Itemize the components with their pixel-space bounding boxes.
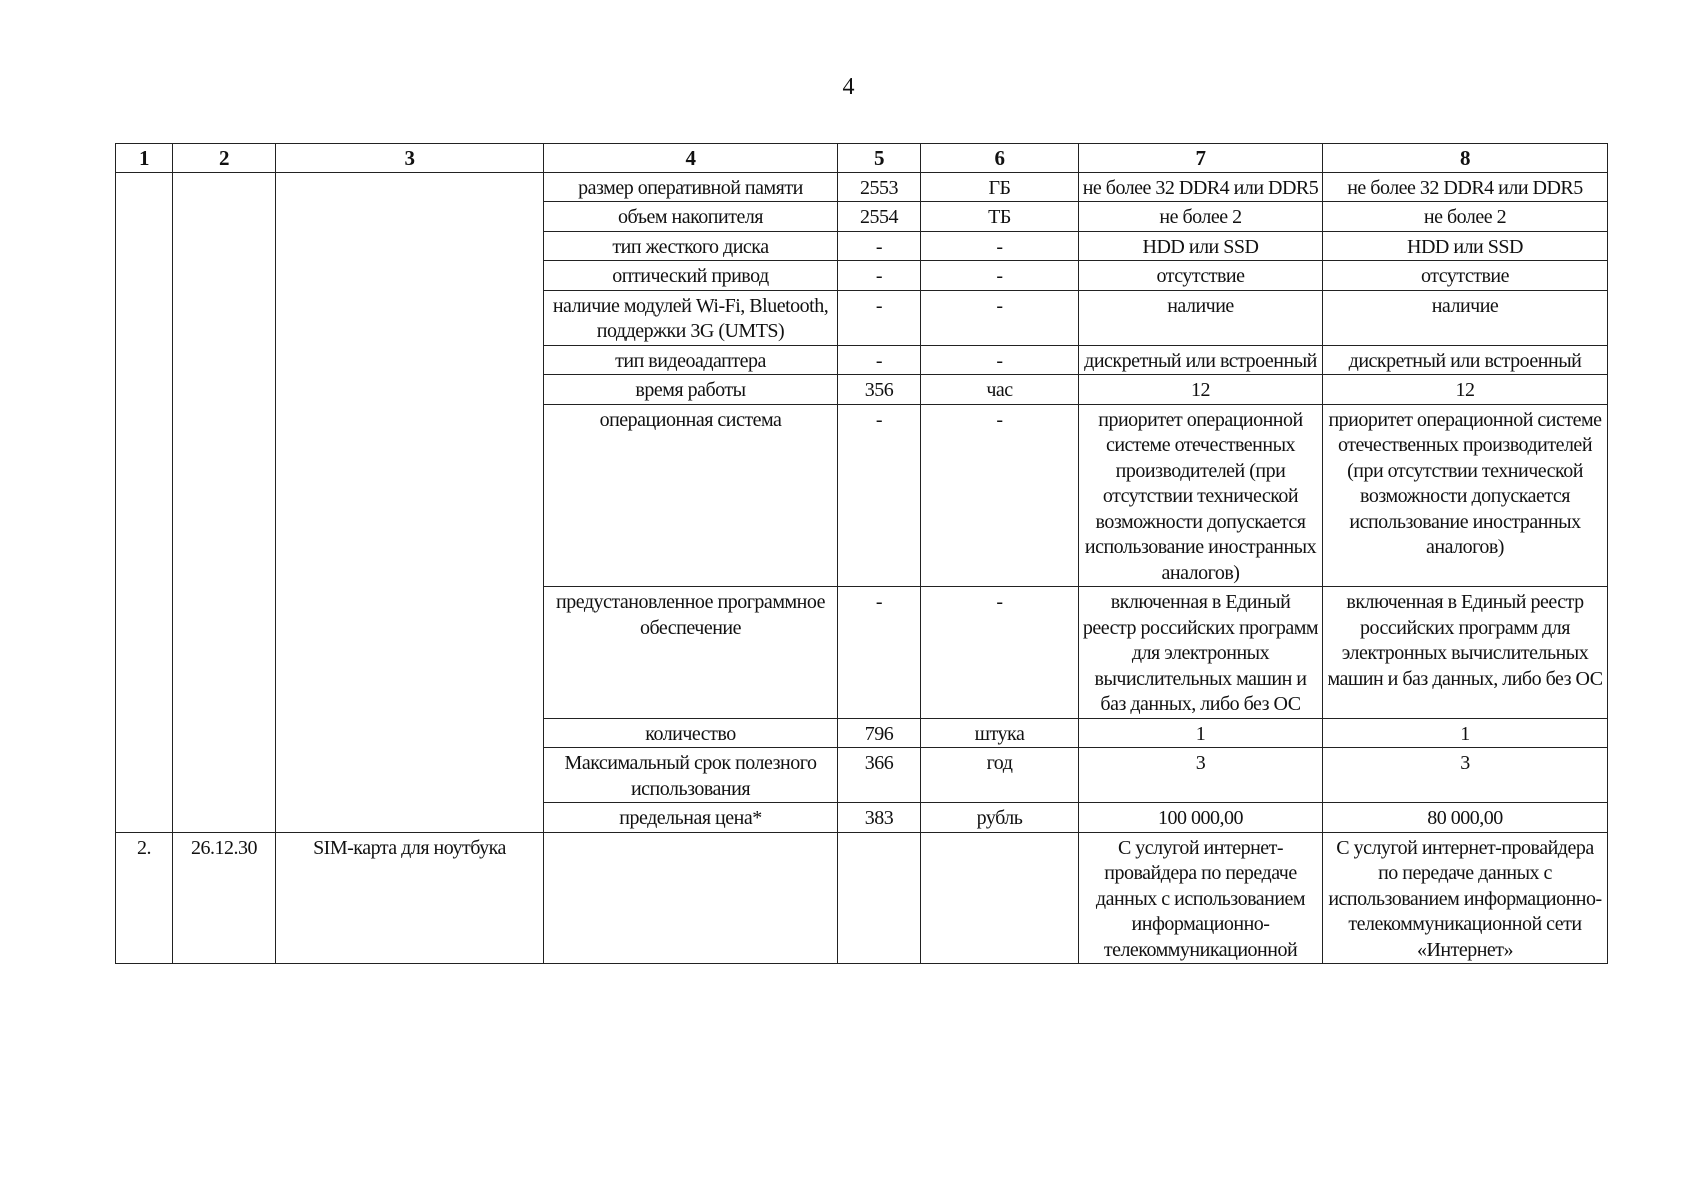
- value-col-8: не более 2: [1323, 202, 1608, 232]
- value-col-8: приоритет операционной системе отечественных производителей (при отсутствии технической возможности допускается использование иностранных аналогов): [1323, 404, 1608, 587]
- value-col-7: 100 000,00: [1079, 803, 1323, 833]
- value-col-8: наличие: [1323, 290, 1608, 345]
- value-col-8: HDD или SSD: [1323, 231, 1608, 261]
- unit-name: -: [921, 345, 1079, 375]
- page-number: 4: [842, 74, 855, 100]
- unit-name: штука: [921, 718, 1079, 748]
- value-col-7: С услугой интернет-провайдера по передаче данных с использованием информационно-телекоммуникационной: [1079, 832, 1323, 964]
- item-number: 2.: [116, 832, 173, 964]
- header-col-6: 6: [921, 144, 1079, 173]
- value-col-8: отсутствие: [1323, 261, 1608, 291]
- value-col-8: С услугой интернет-провайдера по передаче данных с использованием информационно-телекоммуникационной сети «Интернет»: [1323, 832, 1608, 964]
- characteristic-name: оптический привод: [544, 261, 838, 291]
- value-col-7: не более 2: [1079, 202, 1323, 232]
- okei-code: -: [838, 231, 921, 261]
- value-col-8: 12: [1323, 375, 1608, 405]
- okei-code: 383: [838, 803, 921, 833]
- value-col-7: HDD или SSD: [1079, 231, 1323, 261]
- characteristic-name: предельная цена*: [544, 803, 838, 833]
- item1-code-cell: [173, 172, 276, 832]
- value-col-8: 1: [1323, 718, 1608, 748]
- unit-name: -: [921, 404, 1079, 587]
- okei-code: -: [838, 404, 921, 587]
- okei-code: 356: [838, 375, 921, 405]
- item1-number-cell: [116, 172, 173, 832]
- unit-name: рубль: [921, 803, 1079, 833]
- table-row: [116, 172, 1608, 202]
- characteristic-name: тип видеоадаптера: [544, 345, 838, 375]
- okei-code: 2554: [838, 202, 921, 232]
- value-col-7: 1: [1079, 718, 1323, 748]
- value-col-7: включенная в Единый реестр российских программ для электронных вычислительных машин и баз данных, либо без ОС: [1079, 587, 1323, 719]
- value-col-8: включенная в Единый реестр российских программ для электронных вычислительных машин и баз данных, либо без ОС: [1323, 587, 1608, 719]
- header-col-7: 7: [1079, 144, 1323, 173]
- header-col-8: 8: [1323, 144, 1608, 173]
- unit-name: [921, 832, 1079, 964]
- header-col-1: 1: [116, 144, 173, 173]
- unit-name: -: [921, 231, 1079, 261]
- value-col-7: отсутствие: [1079, 261, 1323, 291]
- characteristic-name: операционная система: [544, 404, 838, 587]
- unit-name: -: [921, 290, 1079, 345]
- characteristic-name: количество: [544, 718, 838, 748]
- value-col-8: дискретный или встроенный: [1323, 345, 1608, 375]
- okei-code: 366: [838, 748, 921, 803]
- okei-code: -: [838, 290, 921, 345]
- unit-name: час: [921, 375, 1079, 405]
- value-col-7: 12: [1079, 375, 1323, 405]
- header-col-5: 5: [838, 144, 921, 173]
- value-col-7: не более 32 DDR4 или DDR5: [1079, 172, 1323, 202]
- value-col-7: дискретный или встроенный: [1079, 345, 1323, 375]
- characteristics-table: [115, 143, 1608, 964]
- okei-code: -: [838, 587, 921, 719]
- characteristic-name: предустановленное программное обеспечение: [544, 587, 838, 719]
- item1-name-cell: [276, 172, 544, 832]
- unit-name: -: [921, 587, 1079, 719]
- value-col-7: наличие: [1079, 290, 1323, 345]
- unit-name: ГБ: [921, 172, 1079, 202]
- okei-code: [838, 832, 921, 964]
- unit-name: год: [921, 748, 1079, 803]
- item-name: SIM-карта для ноутбука: [276, 832, 544, 964]
- value-col-7: 3: [1079, 748, 1323, 803]
- okpd2-code: 26.12.30: [173, 832, 276, 964]
- okei-code: -: [838, 261, 921, 291]
- value-col-8: 80 000,00: [1323, 803, 1608, 833]
- characteristic-name: тип жесткого диска: [544, 231, 838, 261]
- characteristic-name: объем накопителя: [544, 202, 838, 232]
- table-row-item-2: [116, 832, 1608, 964]
- okei-code: -: [838, 345, 921, 375]
- characteristic-name: наличие модулей Wi-Fi, Bluetooth, поддержки 3G (UMTS): [544, 290, 838, 345]
- header-col-2: 2: [173, 144, 276, 173]
- okei-code: 796: [838, 718, 921, 748]
- characteristic-name: [544, 832, 838, 964]
- header-col-4: 4: [544, 144, 838, 173]
- okei-code: 2553: [838, 172, 921, 202]
- header-row: [116, 144, 1608, 173]
- value-col-8: 3: [1323, 748, 1608, 803]
- unit-name: ТБ: [921, 202, 1079, 232]
- characteristic-name: время работы: [544, 375, 838, 405]
- characteristic-name: Максимальный срок полезного использования: [544, 748, 838, 803]
- header-col-3: 3: [276, 144, 544, 173]
- characteristic-name: размер оперативной памяти: [544, 172, 838, 202]
- unit-name: -: [921, 261, 1079, 291]
- value-col-8: не более 32 DDR4 или DDR5: [1323, 172, 1608, 202]
- value-col-7: приоритет операционной системе отечественных производителей (при отсутствии технической возможности допускается использование иностранных аналогов): [1079, 404, 1323, 587]
